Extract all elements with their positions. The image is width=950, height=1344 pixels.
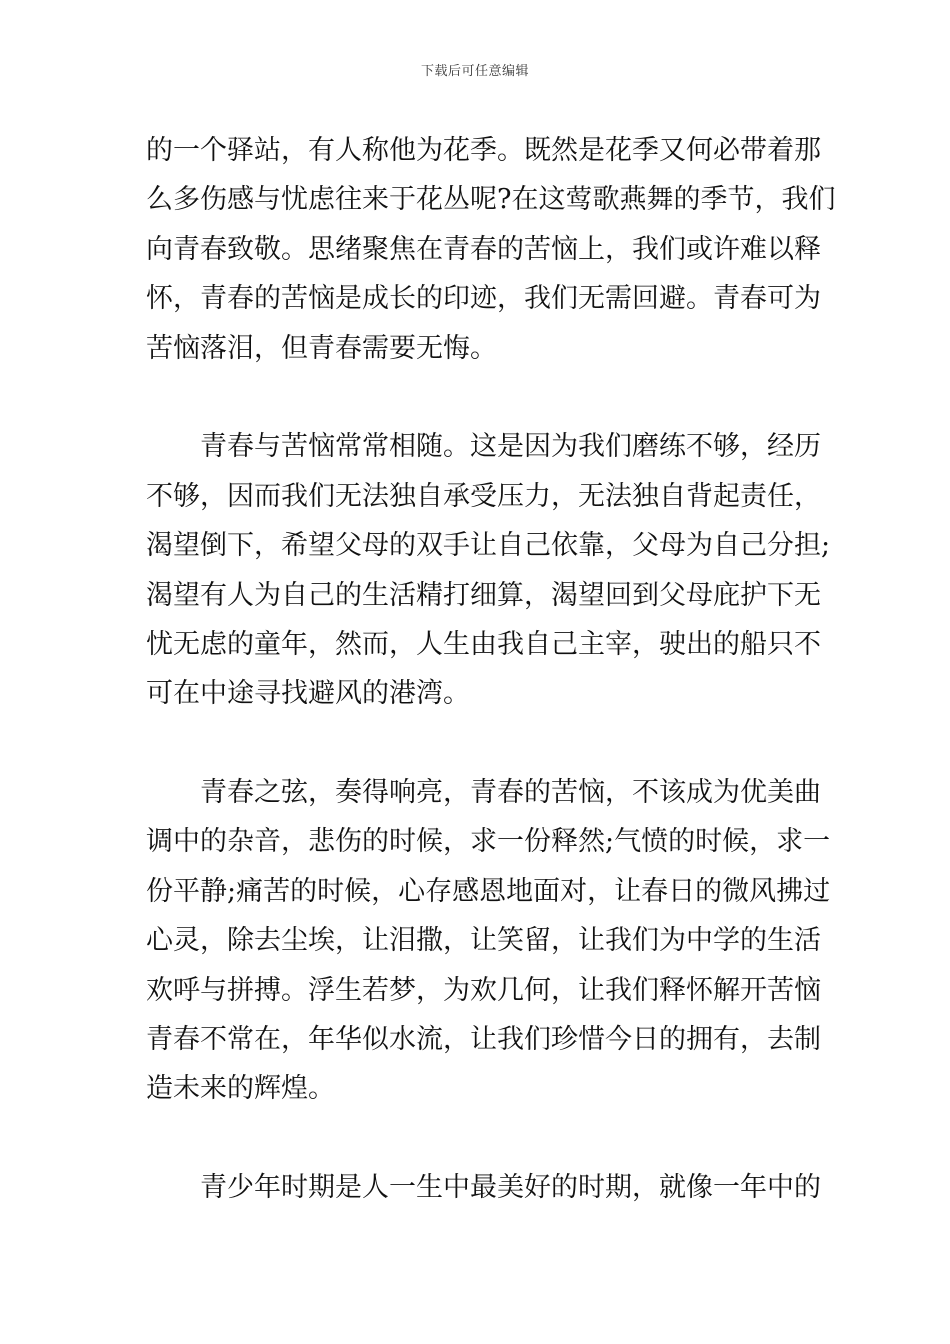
text-line: 不够，因而我们无法独自承受压力，无法独自背起责任， bbox=[146, 480, 821, 512]
text-line: 份平静;痛苦的时候，心存感恩地面对，让春日的微风拂过 bbox=[146, 875, 831, 907]
document-body bbox=[146, 126, 836, 1213]
page-header-note: 下载后可任意编辑 bbox=[420, 64, 529, 79]
text-line: 青春与苦恼常常相随。这是因为我们磨练不够，经历 bbox=[146, 431, 821, 463]
text-line: 调中的杂音，悲伤的时候，求一份释然;气愤的时候，求一 bbox=[146, 826, 831, 858]
text-line: 向青春致敬。思绪聚焦在青春的苦恼上，我们或许难以释 bbox=[146, 233, 821, 265]
paragraph-2 bbox=[146, 422, 831, 718]
text-line: 欢呼与拼搏。浮生若梦，为欢几何，让我们释怀解开苦恼 bbox=[146, 974, 821, 1006]
text-line: 青春不常在，年华似水流，让我们珍惜今日的拥有，去制 bbox=[146, 1024, 821, 1056]
text-line: 可在中途寻找避风的港湾。 bbox=[146, 678, 470, 710]
text-line: 心灵，除去尘埃，让泪撒，让笑留，让我们为中学的生活 bbox=[146, 925, 821, 957]
text-line: 青少年时期是人一生中最美好的时期，就像一年中的 bbox=[146, 1172, 821, 1204]
text-line: 渴望有人为自己的生活精打细算，渴望回到父母庇护下无 bbox=[146, 579, 821, 611]
paragraph-3 bbox=[146, 768, 831, 1114]
paragraph-4 bbox=[146, 1163, 821, 1212]
text-line: 么多伤感与忧虑往来于花丛呢?在这莺歌燕舞的季节，我们 bbox=[146, 184, 836, 216]
text-line: 渴望倒下，希望父母的双手让自己依靠，父母为自己分担; bbox=[146, 530, 831, 562]
text-line: 青春之弦，奏得响亮，青春的苦恼，不该成为优美曲 bbox=[146, 777, 821, 809]
paragraph-1 bbox=[146, 126, 836, 373]
paragraph-gap bbox=[146, 1114, 810, 1163]
paragraph-gap bbox=[146, 719, 810, 768]
text-line: 苦恼落泪，但青春需要无悔。 bbox=[146, 332, 497, 364]
paragraph-gap bbox=[146, 373, 810, 422]
text-line: 的一个驿站，有人称他为花季。既然是花季又何必带着那 bbox=[146, 135, 821, 166]
text-line: 忧无虑的童年，然而，人生由我自己主宰，驶出的船只不 bbox=[146, 628, 821, 660]
text-line: 怀，青春的苦恼是成长的印迹，我们无需回避。青春可为 bbox=[146, 283, 821, 315]
text-line: 造未来的辉煌。 bbox=[146, 1073, 335, 1105]
